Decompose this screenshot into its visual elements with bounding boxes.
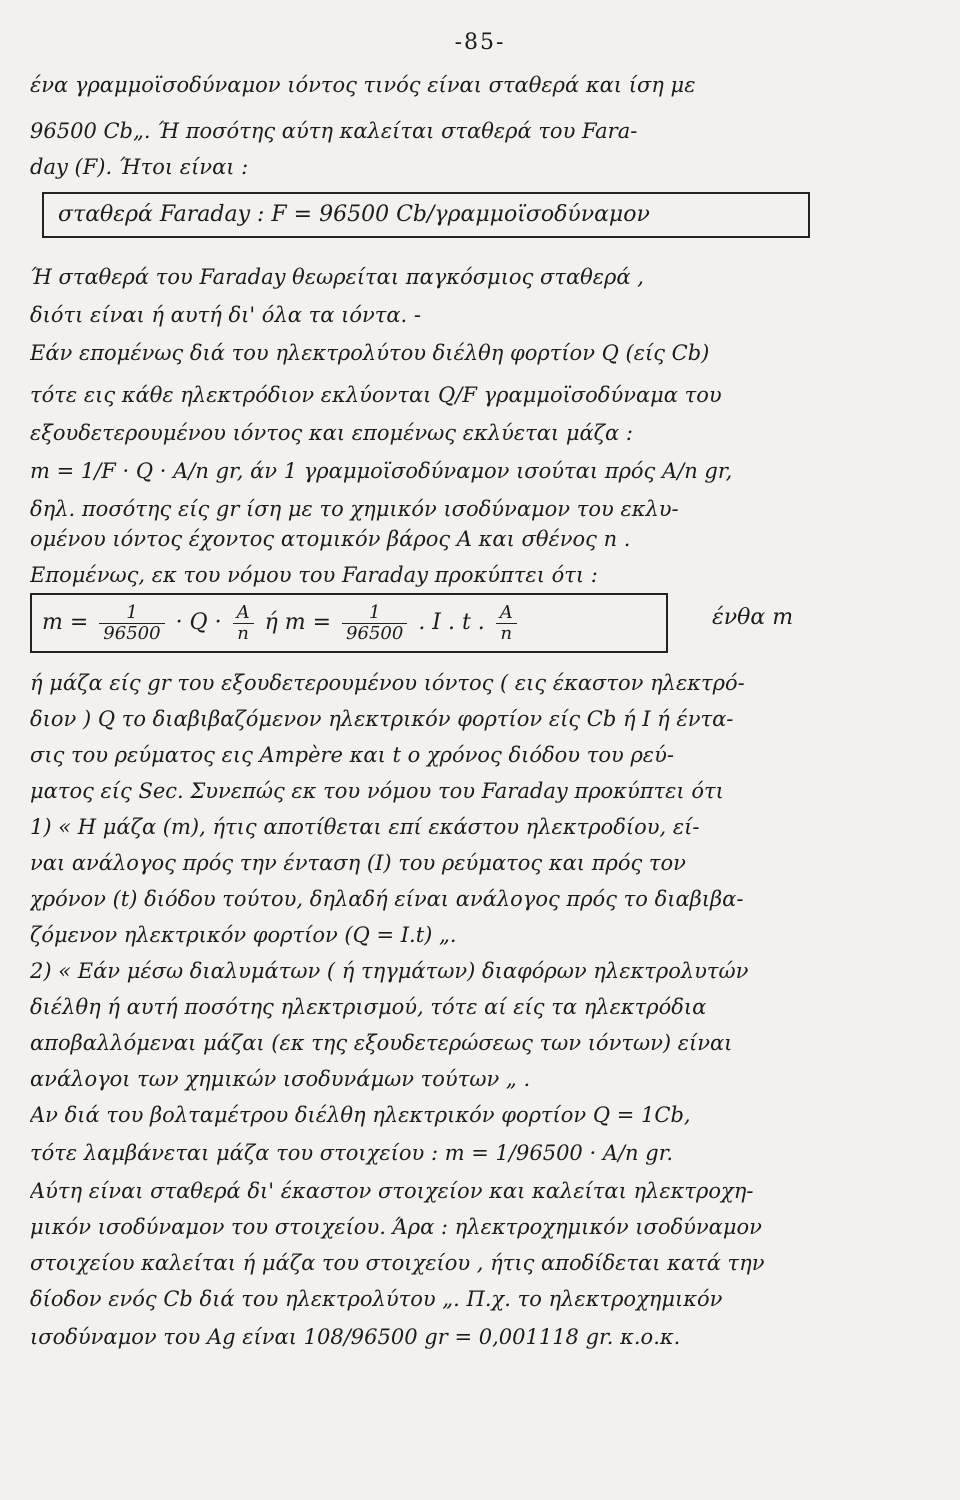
- fraction-denominator: 96500: [103, 622, 161, 644]
- text-line: 96500 Cb„. Ή ποσότης αύτη καλείται σταθερά του Fara-: [30, 119, 638, 143]
- text-line: 1) « Η μάζα (m), ήτις αποτίθεται επί εκάστου ηλεκτροδίου, εί-: [30, 815, 700, 839]
- text-line: δηλ. ποσότης είς gr ίση με το χημικόν ισοδύναμον του εκλυ-: [30, 497, 679, 521]
- text-line: Ή σταθερά του Faraday θεωρείται παγκόσμιος σταθερά ,: [30, 265, 644, 289]
- text-line: μικόν ισοδύναμον του στοιχείου. Άρα : ηλεκτροχημικόν ισοδύναμον: [30, 1215, 762, 1239]
- text-line: διον ) Q το διαβιβαζόμενον ηλεκτρικόν φορτίον είς Cb ή I ή έντα-: [30, 707, 734, 731]
- fraction-denominator: n: [500, 622, 513, 644]
- text-line: τότε εις κάθε ηλεκτρόδιον εκλύονται Q/F γραμμοϊσοδύναμα του: [30, 383, 722, 407]
- text-line: διέλθη ή αυτή ποσότης ηλεκτρισμού, τότε αί είς τα ηλεκτρόδια: [30, 995, 707, 1019]
- text-line: στοιχείου καλείται ή μάζα του στοιχείου , ήτις αποδίδεται κατά την: [30, 1251, 765, 1275]
- faraday-constant-box: σταθερά Faraday : F = 96500 Cb/γραμμοϊσοδύναμον: [42, 192, 810, 238]
- fraction-numerator: A: [496, 603, 517, 624]
- text-line: Αύτη είναι σταθερά δι' έκαστον στοιχείον και καλείται ηλεκτροχη-: [30, 1179, 754, 1203]
- text-line: m = 1/F · Q · A/n gr, άν 1 γραμμοϊσοδύναμον ισούται πρός A/n gr,: [30, 459, 733, 483]
- fraction-numerator: 1: [99, 603, 164, 624]
- formula-middle: · Q ·: [175, 610, 222, 635]
- fraction-numerator: A: [233, 603, 254, 624]
- text-line: Επομένως, εκ του νόμου του Faraday προκύπτει ότι :: [30, 563, 598, 587]
- text-line: χρόνον (t) διόδου τούτου, δηλαδή είναι ανάλογος πρός το διαβιβα-: [30, 887, 744, 911]
- fraction-numerator: 1: [342, 603, 407, 624]
- text-line: ομένου ιόντος έχοντος ατομικόν βάρος A και σθένος n .: [30, 527, 631, 551]
- text-line: ματος είς Sec. Συνεπώς εκ του νόμου του Faraday προκύπτει ότι: [30, 779, 724, 803]
- text-line: διότι είναι ή αυτή δι' όλα τα ιόντα. -: [30, 303, 421, 327]
- text-line: day (F). Ήτοι είναι :: [30, 155, 249, 179]
- faraday-law-box: [30, 593, 668, 653]
- text-line: ισοδύναμον του Ag είναι 108/96500 gr = 0,001118 gr. κ.ο.κ.: [30, 1325, 681, 1349]
- text-line: σις του ρεύματος εις Ampère και t ο χρόνος διόδου του ρεύ-: [30, 743, 674, 767]
- text-line: δίοδον ενός Cb διά του ηλεκτρολύτου „. Π.χ. το ηλεκτροχημικόν: [30, 1287, 723, 1311]
- text-line: ανάλογοι των χημικών ισοδυνάμων τούτων „ .: [30, 1067, 531, 1091]
- text-line: ένα γραμμοϊσοδύναμον ιόντος τινός είναι σταθερά και ίση με: [30, 73, 696, 97]
- fraction-1-over-96500: [99, 603, 164, 644]
- formula-m: m =: [42, 610, 89, 635]
- text-line: τότε λαμβάνεται μάζα του στοιχείου : m = 1/96500 · A/n gr.: [30, 1141, 674, 1165]
- text-line: ζόμενον ηλεκτρικόν φορτίον (Q = I.t) „.: [30, 923, 457, 947]
- text-line: ναι ανάλογος πρός την ένταση (I) του ρεύματος και πρός τον: [30, 851, 686, 875]
- fraction-denominator: n: [237, 622, 249, 644]
- side-note: ένθα m: [712, 605, 794, 630]
- text-line: Εάν επομένως διά του ηλεκτρολύτου διέλθη φορτίον Q (είς Cb): [30, 341, 710, 365]
- fraction-a-over-n-b: [496, 603, 517, 644]
- fraction-denominator: 96500: [346, 622, 404, 644]
- text-line: 2) « Εάν μέσω διαλυμάτων ( ή τηγμάτων) διαφόρων ηλεκτρολυτών: [30, 959, 749, 983]
- formula-tail: . I . t .: [418, 610, 485, 635]
- formula-or: ή m =: [264, 610, 332, 635]
- text-line: ή μάζα είς gr του εξουδετερουμένου ιόντος ( εις έκαστον ηλεκτρό-: [30, 671, 745, 695]
- fraction-a-over-n: [233, 603, 254, 644]
- text-line: εξουδετερουμένου ιόντος και επομένως εκλύεται μάζα :: [30, 421, 633, 445]
- text-line: Αν διά του βολταμέτρου διέλθη ηλεκτρικόν φορτίον Q = 1Cb,: [30, 1103, 691, 1127]
- text-line: αποβαλλόμεναι μάζαι (εκ της εξουδετερώσεως των ιόντων) είναι: [30, 1031, 733, 1055]
- page-number: -85-: [454, 30, 506, 55]
- fraction-1-over-96500-b: [342, 603, 407, 644]
